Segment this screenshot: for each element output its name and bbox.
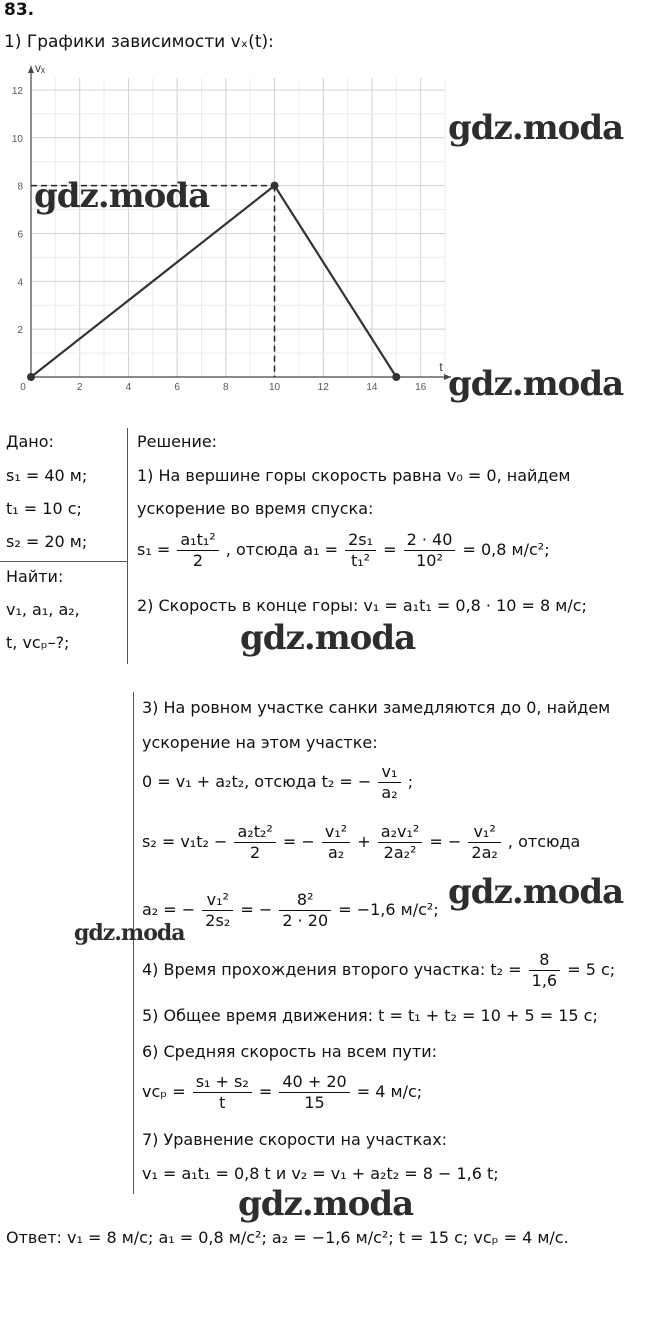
formula-a2 [142, 890, 439, 931]
a2-m1: = − [240, 900, 273, 919]
y-tick-label: 6 [17, 229, 23, 241]
step4-end: = 5 с; [567, 960, 616, 979]
watermark: gdz.moda [240, 618, 416, 658]
watermark: gdz.moda [74, 920, 185, 946]
a2-den2: 2 · 20 [282, 911, 329, 930]
x-tick-label: 0 [20, 382, 26, 393]
s1-result: = 0,8 м/с²; [462, 540, 550, 559]
data-point [271, 182, 279, 190]
x-tick-label: 6 [174, 382, 180, 393]
find-line-1: v₁, a₁, a₂, [6, 600, 80, 619]
graph-title: 1) Графики зависимости vₓ(t): [4, 32, 274, 52]
step5: 5) Общее время движения: t = t₁ + t₂ = 10 + 5 = 15 с; [142, 1006, 598, 1025]
vcp-frac2 [279, 1072, 349, 1113]
given-line-3: s₂ = 20 м; [6, 532, 88, 551]
y-axis-arrow [28, 66, 34, 73]
a2-den1: 2s₂ [205, 911, 231, 930]
s2-den3: 2a₂² [383, 843, 417, 862]
s2-frac2 [322, 822, 350, 863]
y-axis-label: vₓ [35, 61, 45, 75]
formula-s2 [142, 822, 580, 863]
vcp-end: = 4 м/с; [356, 1082, 423, 1101]
given-divider [0, 561, 128, 562]
data-point [27, 373, 35, 381]
a2-frac2 [279, 890, 331, 931]
s1-eq: = [383, 540, 397, 559]
step4-lhs: 4) Время прохождения второго участка: t₂ = [142, 960, 522, 979]
watermark: gdz.moda [34, 176, 210, 216]
x-tick-label: 10 [268, 382, 281, 393]
s2-lhs: s₂ = v₁t₂ − [142, 832, 228, 851]
s2-num3: a₂v₁² [378, 822, 423, 843]
given-line-1: s₁ = 40 м; [6, 466, 88, 485]
s1-num: a₁t₁² [177, 530, 218, 551]
t2-num: v₁ [378, 762, 400, 783]
a2-frac1 [202, 890, 233, 931]
watermark: gdz.moda [448, 364, 624, 404]
x-axis-label: t [439, 360, 443, 374]
watermark: gdz.moda [448, 872, 624, 912]
t2-den: a₂ [381, 783, 398, 802]
data-point [392, 373, 400, 381]
x-tick-label: 4 [125, 382, 132, 393]
x-tick-label: 14 [366, 382, 378, 393]
a2-end: = −1,6 м/с²; [338, 900, 439, 919]
formula-t2 [142, 762, 413, 803]
y-tick-label: 2 [17, 325, 23, 337]
given-line-2: t₁ = 10 с; [6, 499, 82, 518]
t2-lhs: 0 = v₁ + a₂t₂, отсюда t₂ = − [142, 772, 372, 791]
vcp-m1: = [258, 1082, 273, 1101]
step4-den: 1,6 [531, 971, 558, 990]
vcp-den1: t [219, 1093, 226, 1112]
y-tick-label: 8 [17, 181, 23, 193]
s2-m2: + [357, 832, 371, 851]
solution-header: Решение: [137, 432, 218, 451]
s2-den4: 2a₂ [471, 843, 498, 862]
s1-lhs: s₁ = [137, 540, 171, 559]
s2-m1: = − [282, 832, 315, 851]
find-header: Найти: [6, 567, 64, 586]
formula-s1 [137, 530, 550, 571]
x-tick-label: 8 [223, 382, 229, 393]
find-line-2: t, vᴄₚ–?; [6, 633, 70, 652]
s1-den3: 10² [416, 551, 443, 570]
s1-frac1 [177, 530, 218, 571]
y-tick-label: 4 [17, 277, 23, 289]
y-tick-label: 10 [11, 133, 23, 145]
step6: 6) Средняя скорость на всем пути: [142, 1042, 437, 1061]
step7: 7) Уравнение скорости на участках: [142, 1130, 448, 1149]
step1-text2: ускорение во время спуска: [137, 499, 374, 518]
problem-number: 83. [4, 0, 35, 20]
s2-den1: 2 [250, 843, 261, 862]
s2-m3: = − [429, 832, 462, 851]
step1-text: 1) На вершине горы скорость равна v₀ = 0, найдем [137, 466, 571, 485]
a2-num1: v₁² [202, 890, 233, 911]
step7-eq: v₁ = a₁t₁ = 0,8 t и v₂ = v₁ + a₂t₂ = 8 − 1,6 t; [142, 1164, 499, 1183]
s2-num2: v₁² [322, 822, 350, 843]
s2-frac4 [468, 822, 500, 863]
s2-den2: a₂ [327, 843, 345, 862]
vcp-frac1 [193, 1072, 252, 1113]
formula-vcp [142, 1072, 422, 1113]
step3-text2: ускорение на этом участке: [142, 733, 378, 752]
s2-frac3 [378, 822, 423, 863]
velocity-chart [0, 58, 460, 398]
watermark: gdz.moda [238, 1184, 414, 1224]
vcp-num2: 40 + 20 [279, 1072, 349, 1093]
t2-frac [378, 762, 400, 803]
answer-line: Ответ: v₁ = 8 м/с; a₁ = 0,8 м/с²; a₂ = −1,6 м/с²; t = 15 с; vᴄₚ = 4 м/с. [6, 1228, 569, 1247]
s1-den2: t₁² [350, 551, 371, 570]
given-separator [127, 428, 128, 664]
s2-num1: a₂t₂² [234, 822, 275, 843]
step2: 2) Скорость в конце горы: v₁ = a₁t₁ = 0,8 · 10 = 8 м/с; [137, 596, 587, 615]
s1-mid: , отсюда a₁ = [225, 540, 338, 559]
x-tick-label: 12 [317, 382, 329, 393]
step4-frac [529, 950, 560, 991]
vcp-den2: 15 [304, 1093, 325, 1112]
s2-frac1 [234, 822, 275, 863]
step4-num: 8 [529, 950, 560, 971]
given-header: Дано: [6, 432, 54, 451]
s1-frac3 [404, 530, 456, 571]
step3-text: 3) На ровном участке санки замедляются до 0, найдем [142, 698, 611, 717]
y-tick-label: 12 [11, 85, 23, 97]
watermark: gdz.moda [448, 108, 624, 148]
a2-lhs: a₂ = − [142, 900, 196, 919]
a2-num2: 8² [279, 890, 331, 911]
x-tick-label: 16 [415, 382, 427, 393]
vcp-lhs: vᴄₚ = [142, 1082, 186, 1101]
vcp-num1: s₁ + s₂ [193, 1072, 252, 1093]
t2-end: ; [407, 772, 414, 791]
x-tick-label: 2 [76, 382, 83, 393]
s1-den: 2 [192, 551, 204, 570]
s2-num4: v₁² [468, 822, 500, 843]
s2-end: , отсюда [507, 832, 581, 851]
s1-frac2 [345, 530, 376, 571]
formula-step4 [142, 950, 615, 991]
s1-num2: 2s₁ [345, 530, 376, 551]
s1-num3: 2 · 40 [404, 530, 456, 551]
